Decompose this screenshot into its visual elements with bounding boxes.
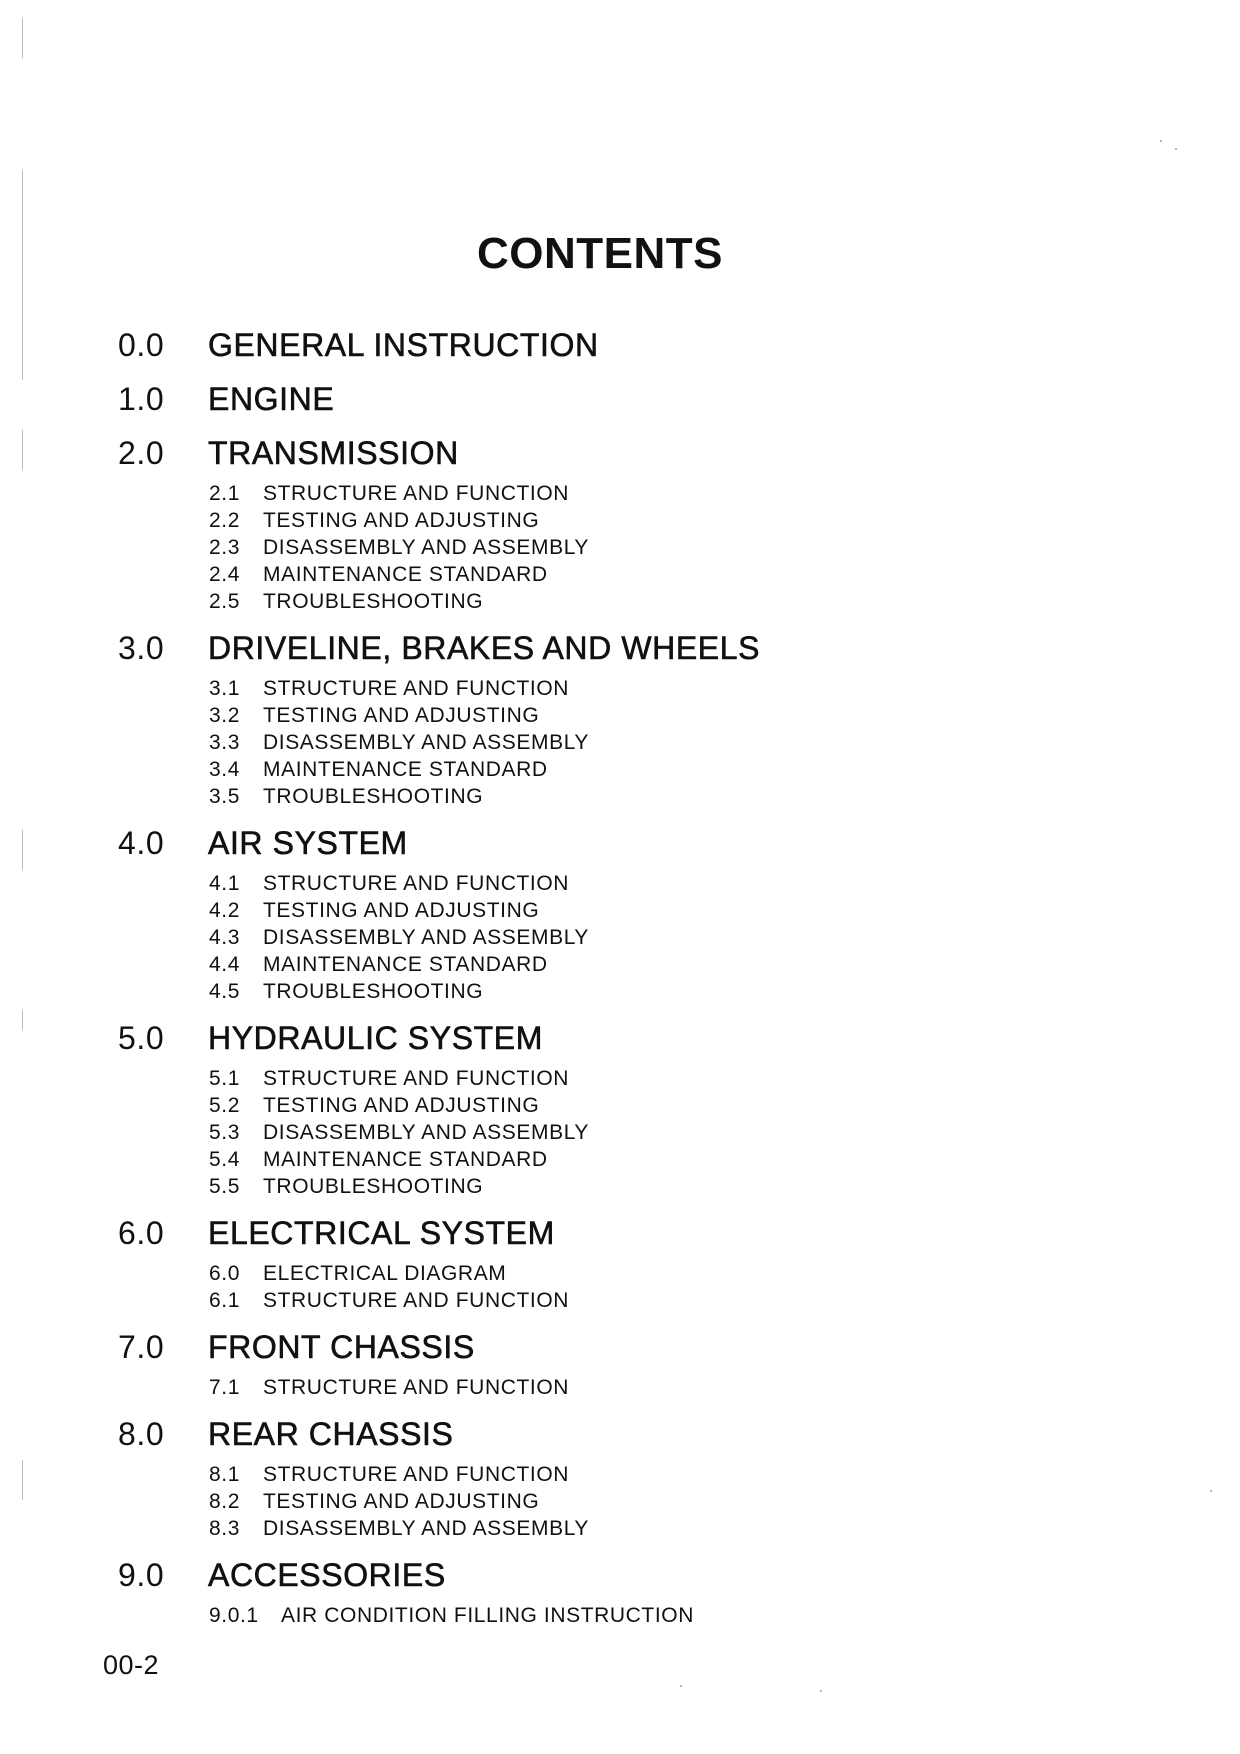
toc-subsection-item xyxy=(209,1515,1118,1542)
page-title: CONTENTS xyxy=(477,229,723,279)
toc-subsection-item xyxy=(209,756,1118,783)
toc-section xyxy=(118,318,1118,372)
toc-section-heading xyxy=(118,1407,1118,1461)
subsection-number: 9.0.1 xyxy=(209,1604,259,1627)
scan-margin-mark xyxy=(22,830,23,870)
section-title: AIR SYSTEM xyxy=(208,825,408,861)
scan-speck xyxy=(820,1690,822,1692)
toc-subsection-item xyxy=(209,924,1118,951)
subsection-number: 4.5 xyxy=(209,980,240,1003)
toc-subsection-item xyxy=(209,978,1118,1005)
subsection-number: 5.1 xyxy=(209,1067,240,1090)
subsection-number: 3.4 xyxy=(209,758,240,781)
section-title: REAR CHASSIS xyxy=(208,1416,454,1452)
subsection-label: TROUBLESHOOTING xyxy=(263,1175,484,1198)
section-number: 6.0 xyxy=(118,1215,165,1251)
toc-subsection-item xyxy=(209,702,1118,729)
toc-subsection-item xyxy=(209,783,1118,810)
toc-section xyxy=(118,372,1118,426)
subsection-label: TESTING AND ADJUSTING xyxy=(263,1094,540,1117)
toc-subsection-list xyxy=(209,480,1118,615)
subsection-number: 2.5 xyxy=(209,590,240,613)
toc-subsection-item xyxy=(209,675,1118,702)
subsection-number: 6.0 xyxy=(209,1262,240,1285)
toc-section-heading xyxy=(118,318,1118,372)
toc-section-heading xyxy=(118,372,1118,426)
subsection-label: STRUCTURE AND FUNCTION xyxy=(263,1067,570,1090)
toc-subsection-item xyxy=(209,588,1118,615)
toc-subsection-item xyxy=(209,1146,1118,1173)
scan-speck xyxy=(680,1685,682,1687)
page-number: 00-2 xyxy=(103,1650,160,1680)
toc-subsection-item xyxy=(209,561,1118,588)
section-number: 8.0 xyxy=(118,1416,165,1452)
subsection-label: TESTING AND ADJUSTING xyxy=(263,509,540,532)
section-title: ACCESSORIES xyxy=(208,1557,446,1593)
toc-subsection-item xyxy=(209,1461,1118,1488)
scan-speck xyxy=(1175,148,1177,150)
subsection-number: 3.3 xyxy=(209,731,240,754)
toc-section-heading xyxy=(118,1320,1118,1374)
toc-subsection-item xyxy=(209,480,1118,507)
toc-section-heading xyxy=(118,1548,1118,1602)
toc-subsection-list xyxy=(209,1602,1118,1629)
scan-margin-mark xyxy=(22,18,23,58)
scan-speck xyxy=(1210,1490,1212,1492)
toc-subsection-item xyxy=(209,1065,1118,1092)
subsection-label: TESTING AND ADJUSTING xyxy=(263,899,540,922)
toc-subsection-item xyxy=(209,507,1118,534)
subsection-label: ELECTRICAL DIAGRAM xyxy=(263,1262,507,1285)
subsection-number: 7.1 xyxy=(209,1376,240,1399)
subsection-number: 3.2 xyxy=(209,704,240,727)
subsection-number: 5.3 xyxy=(209,1121,240,1144)
toc-subsection-item xyxy=(209,870,1118,897)
toc-subsection-item xyxy=(209,951,1118,978)
subsection-number: 4.3 xyxy=(209,926,240,949)
subsection-number: 8.1 xyxy=(209,1463,240,1486)
toc-subsection-list xyxy=(209,1461,1118,1542)
subsection-label: TROUBLESHOOTING xyxy=(263,785,484,808)
toc-section xyxy=(118,1320,1118,1401)
subsection-label: DISASSEMBLY AND ASSEMBLY xyxy=(263,1517,590,1540)
section-number: 1.0 xyxy=(118,381,165,417)
subsection-number: 2.1 xyxy=(209,482,240,505)
toc-section xyxy=(118,1548,1118,1629)
subsection-number: 3.1 xyxy=(209,677,240,700)
toc-subsection-item xyxy=(209,897,1118,924)
toc-section xyxy=(118,621,1118,810)
section-title: HYDRAULIC SYSTEM xyxy=(208,1020,543,1056)
subsection-number: 3.5 xyxy=(209,785,240,808)
toc-section xyxy=(118,1407,1118,1542)
toc-section xyxy=(118,426,1118,615)
scan-margin-mark xyxy=(22,1460,23,1500)
toc-subsection-list xyxy=(209,1065,1118,1200)
toc-section xyxy=(118,816,1118,1005)
subsection-label: DISASSEMBLY AND ASSEMBLY xyxy=(263,731,590,754)
subsection-number: 4.4 xyxy=(209,953,240,976)
section-number: 2.0 xyxy=(118,435,165,471)
section-number: 7.0 xyxy=(118,1329,165,1365)
toc-subsection-item xyxy=(209,1260,1118,1287)
toc-section-heading xyxy=(118,426,1118,480)
subsection-number: 6.1 xyxy=(209,1289,240,1312)
toc-section xyxy=(118,1206,1118,1314)
table-of-contents xyxy=(118,318,1118,1635)
scan-speck xyxy=(1160,140,1162,142)
scan-margin-mark xyxy=(22,430,23,470)
scan-margin-mark xyxy=(22,1010,23,1030)
subsection-number: 2.4 xyxy=(209,563,240,586)
toc-subsection-item xyxy=(209,1602,1118,1629)
toc-subsection-item xyxy=(209,1092,1118,1119)
section-title: ENGINE xyxy=(208,381,335,417)
section-number: 4.0 xyxy=(118,825,165,861)
toc-subsection-item xyxy=(209,1287,1118,1314)
subsection-label: TROUBLESHOOTING xyxy=(263,590,484,613)
subsection-label: MAINTENANCE STANDARD xyxy=(263,563,548,586)
toc-section-heading xyxy=(118,621,1118,675)
section-number: 5.0 xyxy=(118,1020,165,1056)
subsection-number: 4.2 xyxy=(209,899,240,922)
subsection-label: TESTING AND ADJUSTING xyxy=(263,704,540,727)
toc-subsection-list xyxy=(209,1374,1118,1401)
section-title: FRONT CHASSIS xyxy=(208,1329,475,1365)
subsection-number: 2.3 xyxy=(209,536,240,559)
subsection-label: STRUCTURE AND FUNCTION xyxy=(263,1376,570,1399)
subsection-label: DISASSEMBLY AND ASSEMBLY xyxy=(263,1121,590,1144)
subsection-label: DISASSEMBLY AND ASSEMBLY xyxy=(263,926,590,949)
subsection-label: AIR CONDITION FILLING INSTRUCTION xyxy=(281,1604,694,1627)
section-title: ELECTRICAL SYSTEM xyxy=(208,1215,555,1251)
section-number: 0.0 xyxy=(118,327,165,363)
toc-subsection-list xyxy=(209,1260,1118,1314)
subsection-number: 4.1 xyxy=(209,872,240,895)
section-title: GENERAL INSTRUCTION xyxy=(208,327,599,363)
subsection-label: MAINTENANCE STANDARD xyxy=(263,758,548,781)
toc-section xyxy=(118,1011,1118,1200)
subsection-label: MAINTENANCE STANDARD xyxy=(263,953,548,976)
toc-subsection-item xyxy=(209,729,1118,756)
toc-subsection-item xyxy=(209,1488,1118,1515)
toc-subsection-item xyxy=(209,1173,1118,1200)
toc-section-heading xyxy=(118,1206,1118,1260)
subsection-label: STRUCTURE AND FUNCTION xyxy=(263,1463,570,1486)
subsection-number: 5.5 xyxy=(209,1175,240,1198)
toc-section-heading xyxy=(118,816,1118,870)
toc-subsection-item xyxy=(209,1374,1118,1401)
section-number: 3.0 xyxy=(118,630,165,666)
subsection-number: 5.4 xyxy=(209,1148,240,1171)
subsection-label: TESTING AND ADJUSTING xyxy=(263,1490,540,1513)
subsection-label: STRUCTURE AND FUNCTION xyxy=(263,1289,570,1312)
section-number: 9.0 xyxy=(118,1557,165,1593)
toc-subsection-item xyxy=(209,1119,1118,1146)
toc-subsection-item xyxy=(209,534,1118,561)
subsection-number: 5.2 xyxy=(209,1094,240,1117)
subsection-label: MAINTENANCE STANDARD xyxy=(263,1148,548,1171)
subsection-label: STRUCTURE AND FUNCTION xyxy=(263,482,570,505)
subsection-label: STRUCTURE AND FUNCTION xyxy=(263,872,570,895)
subsection-number: 8.2 xyxy=(209,1490,240,1513)
section-title: TRANSMISSION xyxy=(208,435,459,471)
subsection-number: 8.3 xyxy=(209,1517,240,1540)
section-title: DRIVELINE, BRAKES AND WHEELS xyxy=(208,630,761,666)
subsection-label: TROUBLESHOOTING xyxy=(263,980,484,1003)
subsection-label: DISASSEMBLY AND ASSEMBLY xyxy=(263,536,590,559)
toc-subsection-list xyxy=(209,675,1118,810)
subsection-label: STRUCTURE AND FUNCTION xyxy=(263,677,570,700)
subsection-number: 2.2 xyxy=(209,509,240,532)
toc-subsection-list xyxy=(209,870,1118,1005)
toc-section-heading xyxy=(118,1011,1118,1065)
